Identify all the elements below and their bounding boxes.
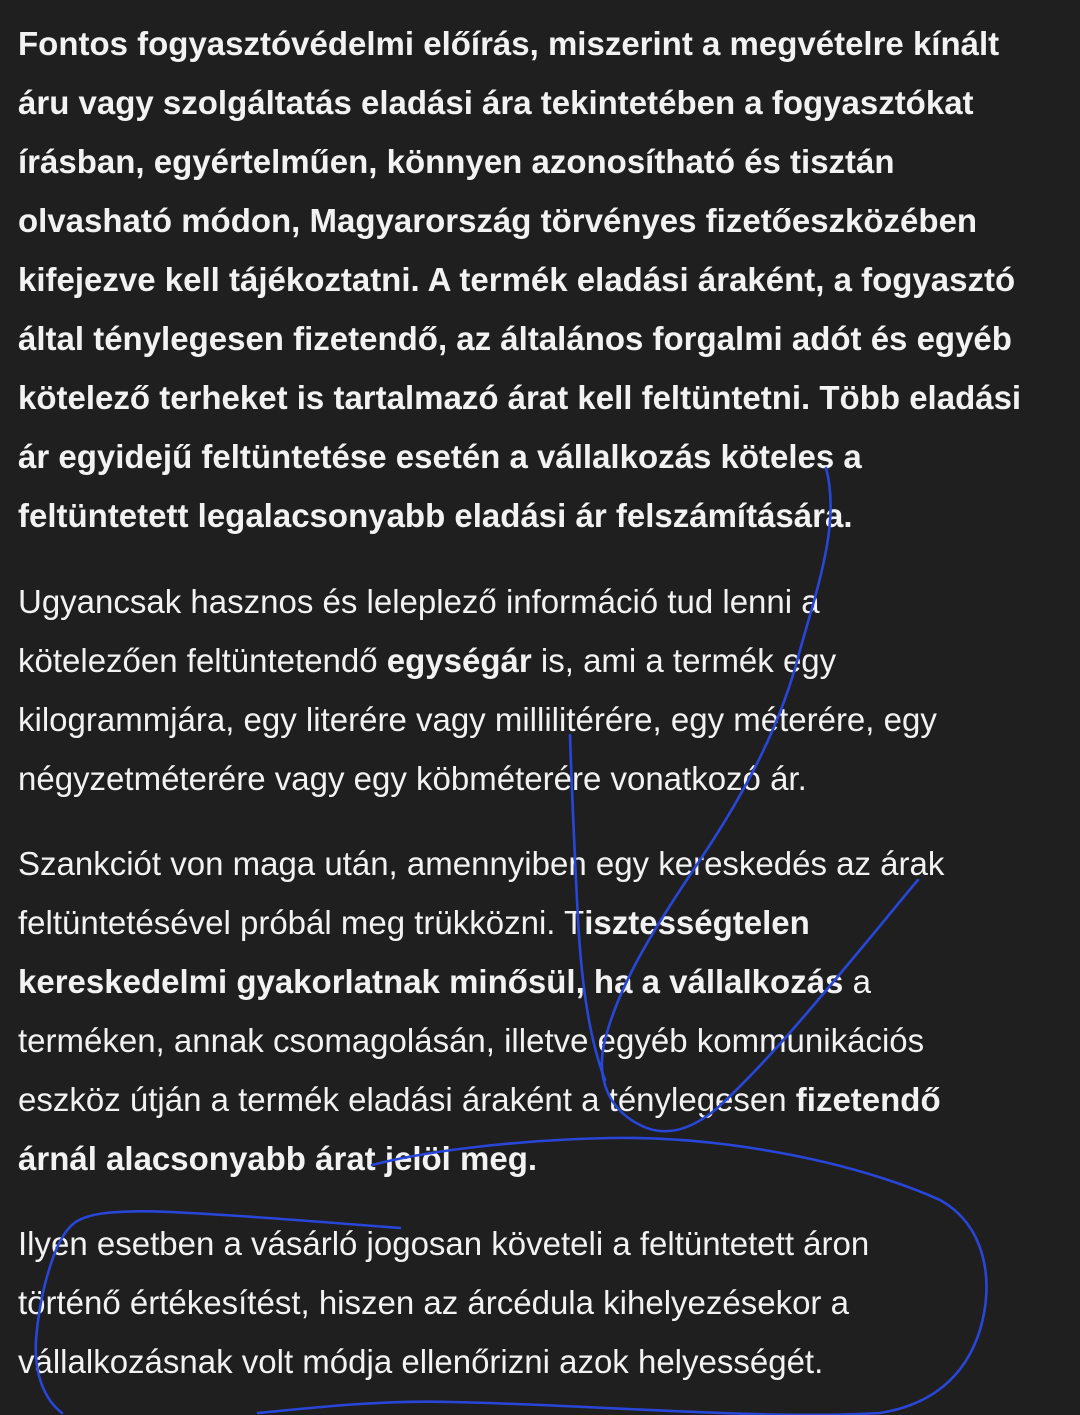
text-segment: feltüntetésével próbál meg trükközni. T [18, 904, 585, 941]
text-line: által ténylegesen fizetendő, az általános forgalmi adót és egyéb [18, 320, 1012, 357]
text-line [18, 952, 1068, 1011]
bold-segment: fizetendő [795, 1081, 941, 1118]
text-line: kötelező terheket is tartalmazó árat kell feltüntetni. Több eladási [18, 379, 1022, 416]
text-line: terméken, annak csomagolásán, illetve egyéb kommunikációs [18, 1022, 925, 1059]
text-line: írásban, egyértelműen, könnyen azonosítható és tisztán [18, 143, 895, 180]
text-line: vállalkozásnak volt módja ellenőrizni azok helyességét. [18, 1343, 824, 1380]
text-segment: kötelezően feltüntetendő [18, 642, 387, 679]
text-line: történő értékesítést, hiszen az árcédula kihelyezésekor a [18, 1284, 849, 1321]
paragraph-unit-price [18, 572, 1068, 808]
text-line: Ugyancsak hasznos és leleplező információ tud lenni a [18, 583, 820, 620]
text-line: kifejezve kell tájékoztatni. A termék eladási áraként, a fogyasztó [18, 261, 1016, 298]
paragraph-sanctions [18, 834, 1068, 1188]
text-segment: a [843, 963, 871, 1000]
bold-segment: isztességtelen [584, 904, 810, 941]
text-line: Szankciót von maga után, amennyiben egy kereskedés az árak [18, 845, 945, 882]
text-line: feltüntetett legalacsonyabb eladási ár felszámítására. [18, 497, 853, 534]
bold-term-unit-price: egységár [386, 642, 532, 679]
bold-segment: kereskedelmi gyakorlatnak minősül, ha a vállalkozás [18, 963, 844, 1000]
text-line: ár egyidejű feltüntetése esetén a vállalkozás köteles a [18, 438, 862, 475]
paragraph-price-rules [18, 14, 1068, 545]
text-line [18, 1070, 1068, 1129]
text-line [18, 893, 1068, 952]
text-line: olvasható módon, Magyarország törvényes fizetőeszközében [18, 202, 978, 239]
text-segment: is, ami a termék egy [531, 642, 837, 679]
text-line [18, 631, 1068, 690]
text-line: Fontos fogyasztóvédelmi előírás, miszerint a megvételre kínált [18, 25, 1000, 62]
bold-segment: árnál alacsonyabb árat jelöl meg. [18, 1140, 538, 1177]
text-line: kilogrammjára, egy literére vagy millilitérére, egy méterére, egy [18, 701, 937, 738]
article-body [18, 14, 1068, 1391]
text-line [18, 1129, 1068, 1188]
paragraph-consumer-rights [18, 1214, 1068, 1391]
text-line: négyzetméterére vagy egy köbméterére vonatkozó ár. [18, 760, 807, 797]
text-segment: eszköz útján a termék eladási áraként a ténylegesen [18, 1081, 796, 1118]
text-line: Ilyen esetben a vásárló jogosan követeli a feltüntetett áron [18, 1225, 870, 1262]
text-line: áru vagy szolgáltatás eladási ára tekintetében a fogyasztókat [18, 84, 974, 121]
